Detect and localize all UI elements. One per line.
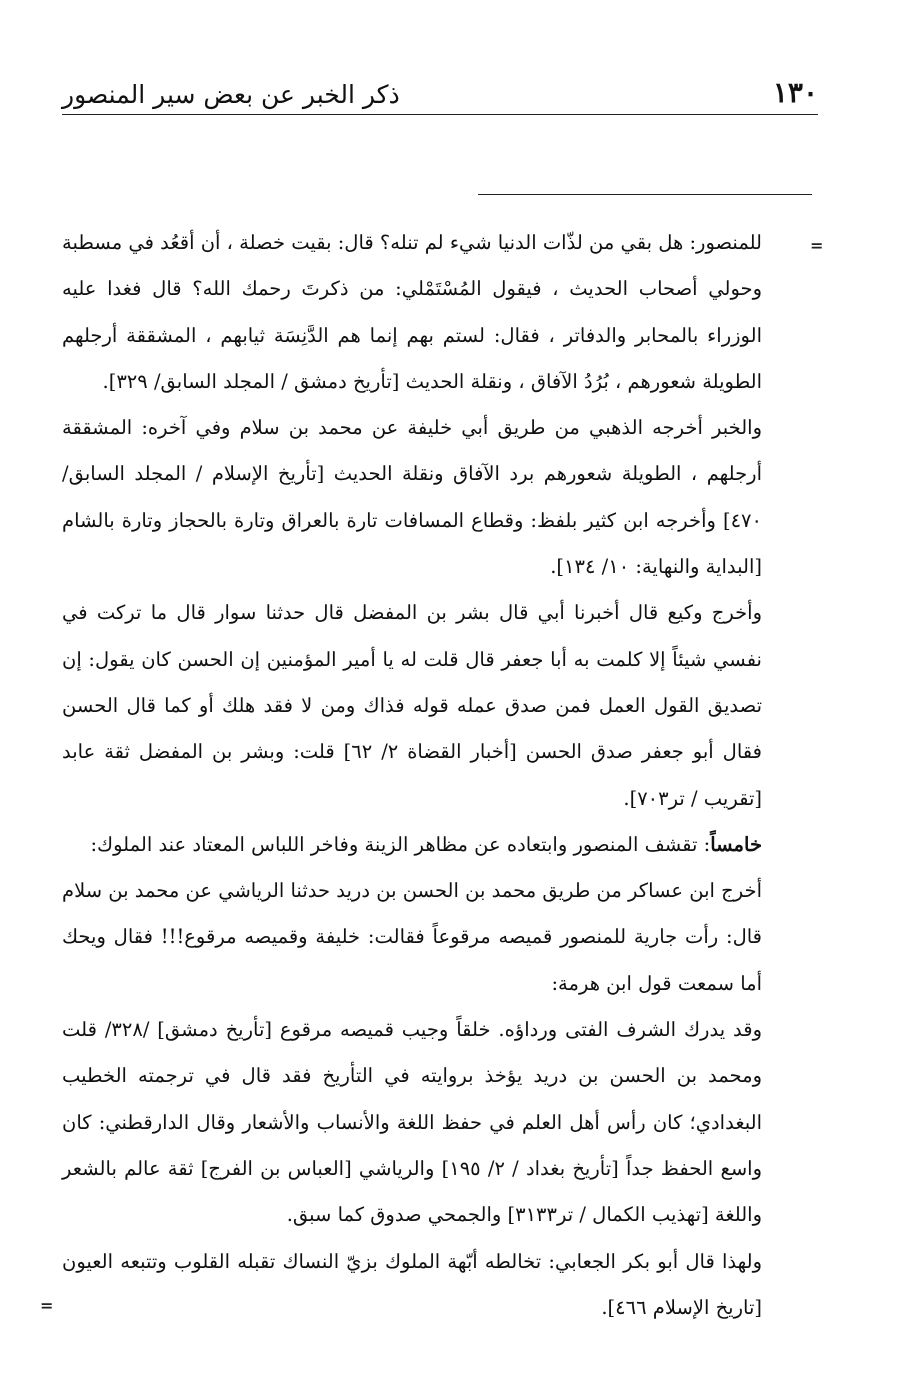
section-title: : تقشف المنصور وابتعاده عن مظاهر الزينة وفاخر اللباس المعتاد عند الملوك:: [90, 832, 711, 856]
section-heading: [62, 822, 762, 868]
paragraph-juabi: ولهذا قال أبو بكر الجعابي: تخالطه أبّهة الملوك بزيّ النساك تقبله القلوب وتتبعه العيون [تاريخ الإسلام ٤٦٦].: [62, 1249, 762, 1319]
section-lead: خامساً: [710, 832, 762, 856]
paragraph-ibn-asakir: أخرج ابن عساكر من طريق محمد بن الحسن بن دريد حدثنا الرياشي عن محمد بن سلام قال: رأت جارية للمنصور قميصه مرقوعاً فقالت: خليفة وقميصه مرقوع!!! فقال ويحك أما سمعت قول ابن هرمة:: [62, 879, 762, 995]
continuation-marker-top: =: [810, 236, 824, 255]
page-header: [62, 72, 818, 116]
paragraph-dhahabi-report: والخبر أخرجه الذهبي من طريق أبي خليفة عن محمد بن سلام وفي آخره: المشققة أرجلهم ، الطويلة شعورهم برد الآفاق ونقلة الحديث [تأريخ الإسلام / المجلد السابق/ ٤٧٠] وأخرجه ابن كثير بلفظ: وقطاع المسافات تارة بالعراق وتارة بالحجاز وتارة بالشام [البداية والنهاية: ١٠/ ١٣٤].: [62, 416, 762, 579]
header-rule: [62, 114, 818, 115]
page-number: ١٣٠: [772, 76, 818, 109]
footnote-separator-rule: [478, 194, 812, 195]
running-title: ذكر الخبر عن بعض سير المنصور: [62, 80, 400, 109]
paragraph-mansur-wish: للمنصور: هل بقي من لذّات الدنيا شيء لم تنله؟ قال: بقيت خصلة ، أن أقعُد في مسطبة وحولي أصحاب الحديث ، فيقول المُسْتَمْلي: من ذكرتَ رحمك الله؟ قال فغدا عليه الوزراء بالمحابر والدفاتر ، فقال: لستم بهم إنما هم الدَّنِسَة ثيابهم ، المشققة أرجلهم الطويلة شعورهم ، بُرُدُ الآفاق ، ونقلة الحديث [تأريخ دمشق / المجلد السابق/ ٣٢٩].: [61, 231, 762, 393]
continuation-marker-bottom: =: [40, 1296, 54, 1315]
paragraph-verse-and-notes: وقد يدرك الشرف الفتى ورداؤه. خلقاً وجيب قميصه مرقوع [تأريخ دمشق] /٣٢٨/ قلت ومحمد بن الحسن بن دريد يؤخذ بروايته في التأريخ فقد قال في ترجمته الخطيب البغدادي؛ كان رأس أهل العلم في حفظ اللغة والأنساب والأشعار وقال الدارقطني: كان واسع الحفظ جداً [تأريخ بغداد / ٢/ ١٩٥] والرياشي [العباس بن الفرج] ثقة عالم بالشعر واللغة [تهذيب الكمال / تر٣١٣٣] والجمحي صدوق كما سبق.: [62, 1018, 762, 1227]
paragraph-waki-report: وأخرج وكيع قال أخبرنا أبي قال بشر بن المفضل قال حدثنا سوار قال ما تركت في نفسي شيئاً إلا كلمت به أبا جعفر قال قلت له يا أمير المؤمنين إن الحسن كان يقول: إن تصديق القول العمل فمن صدق عمله قوله فذاك ومن لا فقد هلك أو كما قال الحسن فقال أبو جعفر صدق الحسن [أخبار القضاة ٢/ ٦٢] قلت: وبشر بن المفضل ثقة عابد [تقريب / تر٧٠٣].: [62, 601, 762, 810]
body-text: [62, 220, 762, 1331]
